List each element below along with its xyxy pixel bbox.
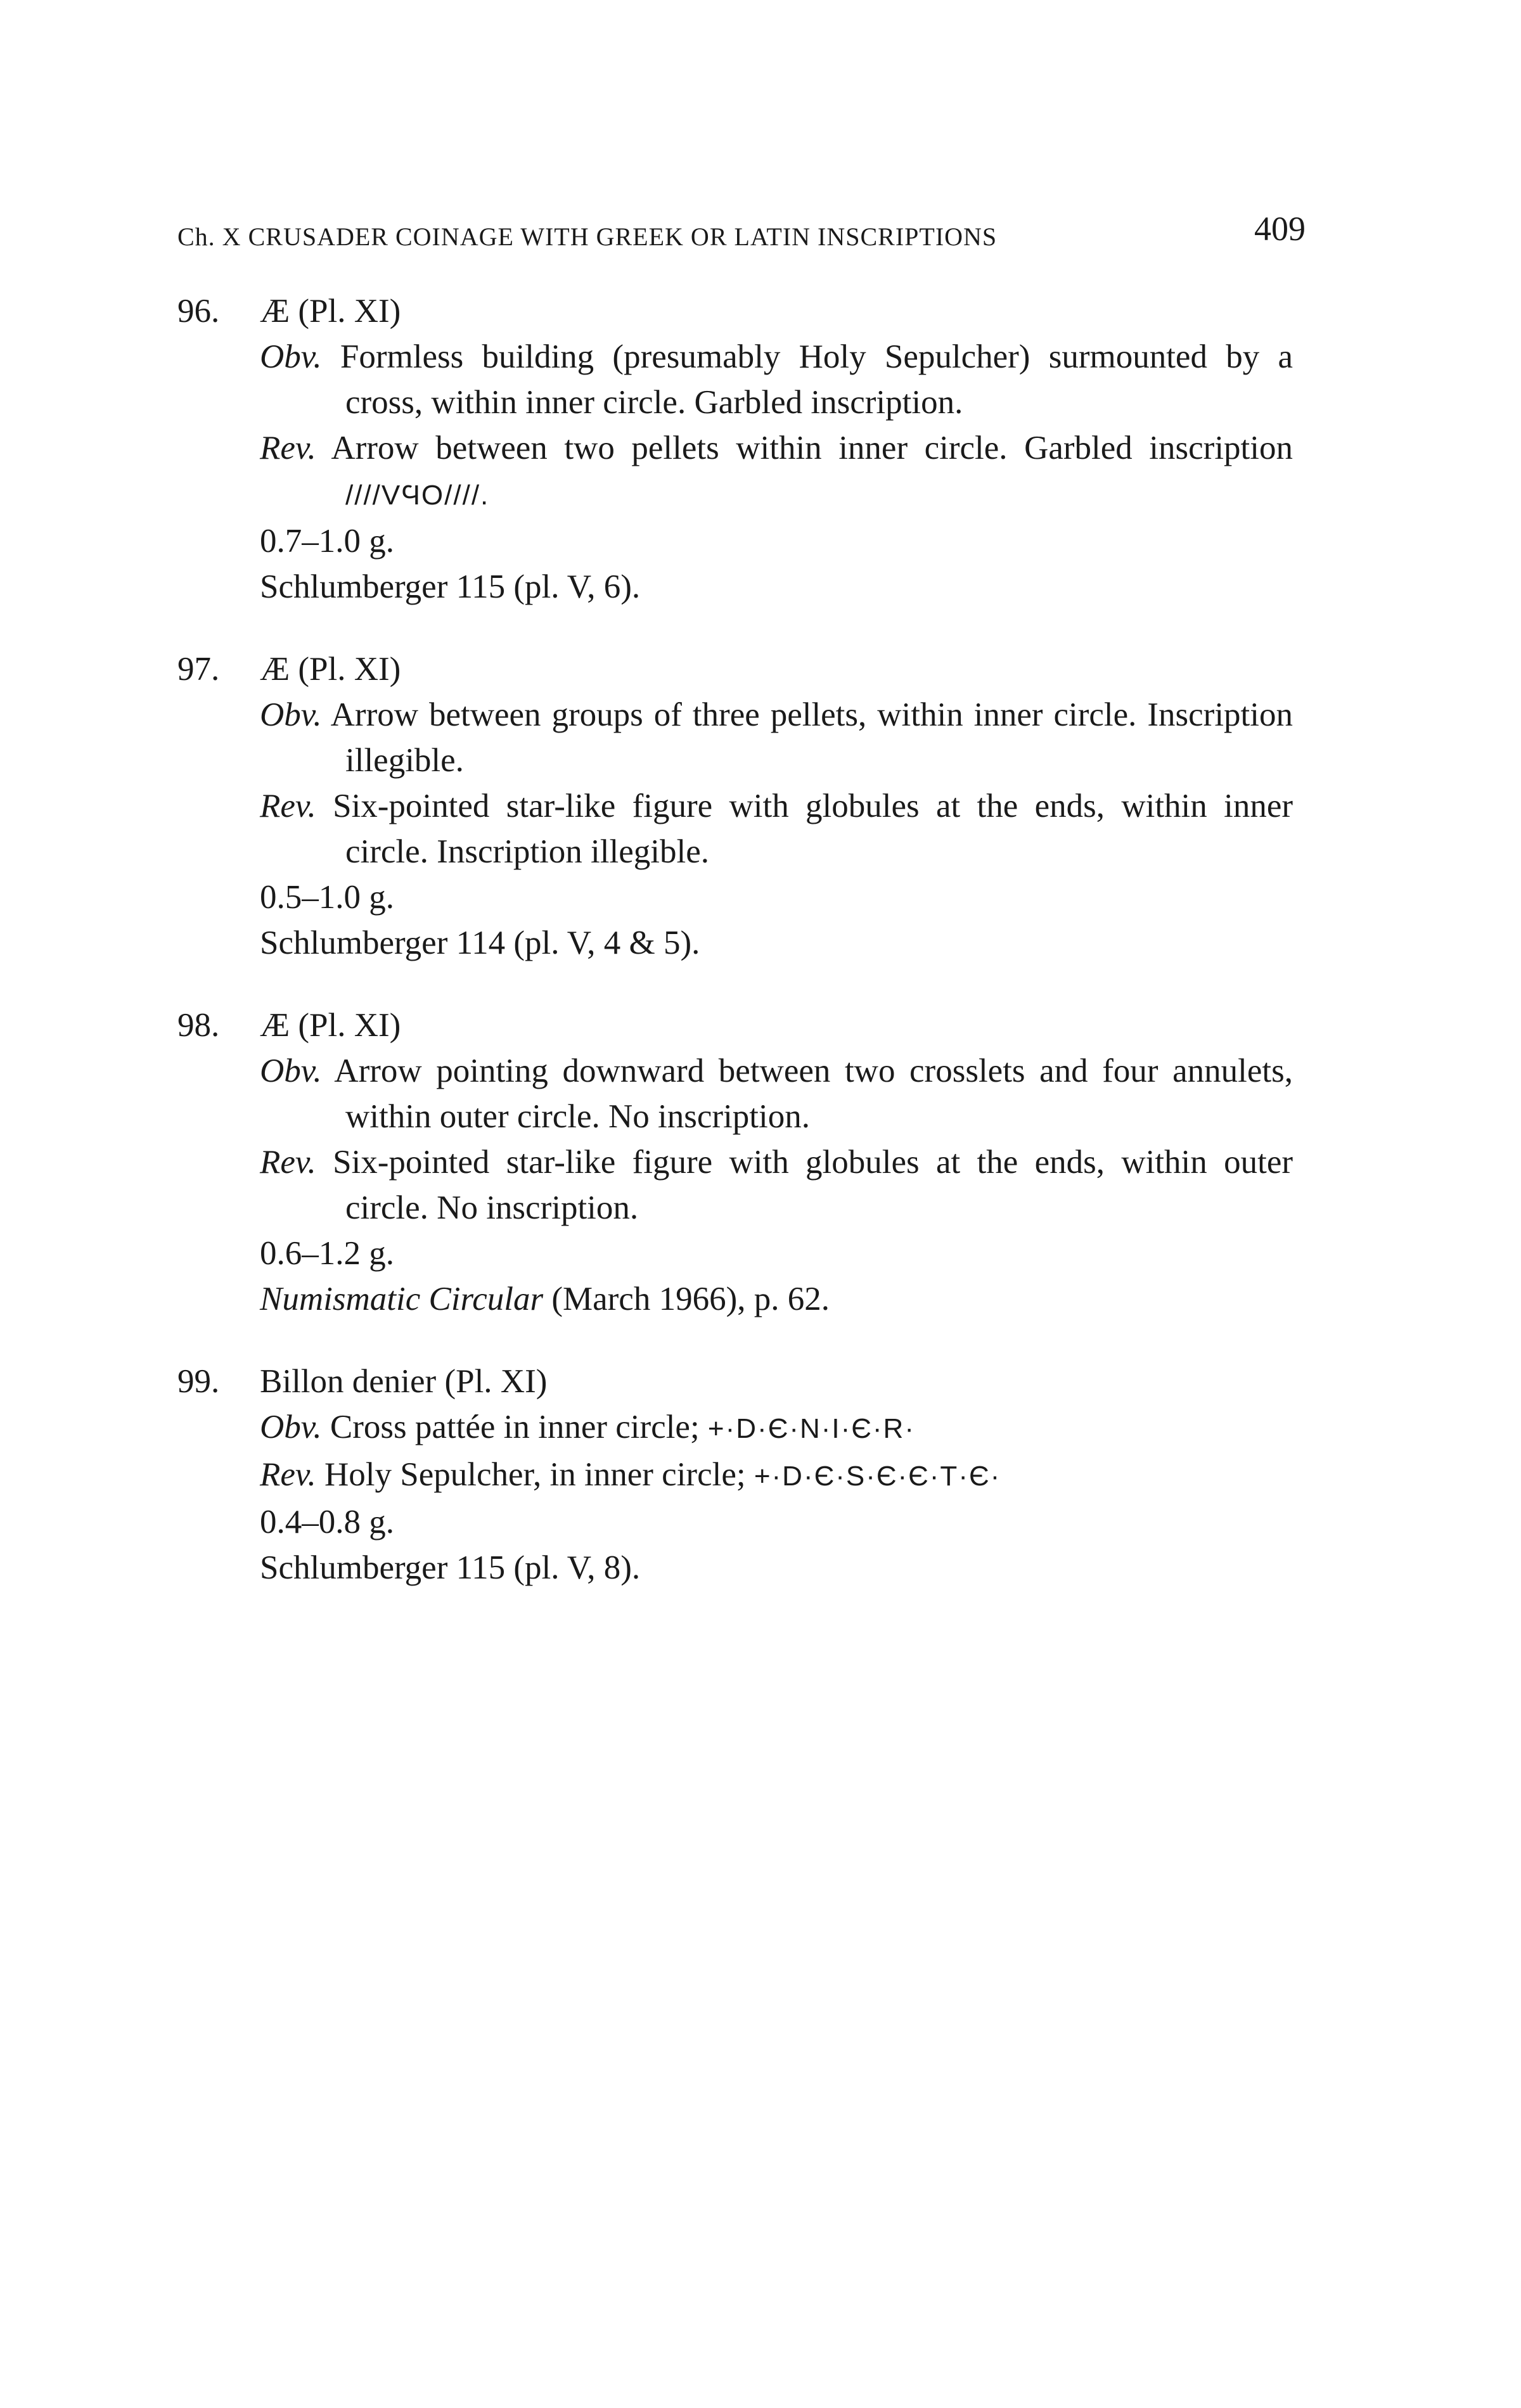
weight: 0.4–0.8 g. <box>260 1504 394 1540</box>
obverse-description <box>260 1404 1293 1452</box>
reverse-text: Holy Sepulcher, in inner circle; <box>324 1456 746 1493</box>
catalogue-entry-98 <box>177 1002 1293 1322</box>
reference: Schlumberger 115 (pl. V, 6). <box>260 568 641 605</box>
reverse-label: Rev. <box>260 1456 316 1493</box>
reverse-label: Rev. <box>260 430 316 466</box>
reverse-description <box>260 1139 1293 1231</box>
reference-detail: (March 1966), p. 62. <box>551 1281 830 1317</box>
entry-number: 97. <box>177 651 220 688</box>
reverse-description <box>260 1452 1293 1499</box>
obverse-description <box>260 692 1293 783</box>
entry-title: Æ (Pl. XI) <box>260 1007 401 1044</box>
chapter-label: Ch. X <box>177 222 241 251</box>
running-title <box>177 222 997 252</box>
obverse-description <box>260 1048 1293 1139</box>
reverse-description <box>260 783 1293 874</box>
reference <box>260 1276 1293 1322</box>
reference: Schlumberger 115 (pl. V, 8). <box>260 1549 641 1586</box>
weight: 0.6–1.2 g. <box>260 1235 394 1272</box>
entry-number: 99. <box>177 1363 220 1400</box>
reverse-text: Arrow between two pellets within inner circle. Garbled inscription <box>331 430 1293 466</box>
entry-number: 98. <box>177 1007 220 1044</box>
entry-heading <box>177 646 1293 692</box>
catalogue-entry-96 <box>177 288 1293 610</box>
chapter-title: CRUSADER COINAGE WITH GREEK OR LATIN INSCRIPTIONS <box>248 222 998 251</box>
entry-heading <box>177 288 1293 334</box>
obverse-text: Arrow between groups of three pellets, within inner circle. Inscription illegible. <box>330 696 1293 779</box>
catalogue-entries <box>177 288 1293 1627</box>
entry-title: Æ (Pl. XI) <box>260 651 401 688</box>
obverse-label: Obv. <box>260 1409 322 1445</box>
reverse-label: Rev. <box>260 788 316 824</box>
obverse-text: Arrow pointing downward between two crosslets and four annulets, within outer circle. No inscription. <box>334 1053 1293 1135</box>
entry-heading <box>177 1359 1293 1404</box>
entry-title: Æ (Pl. XI) <box>260 293 401 330</box>
reverse-text: Six-pointed star-like figure with globules at the ends, within inner circle. Inscription illegible. <box>333 788 1293 870</box>
catalogue-entry-99 <box>177 1359 1293 1591</box>
obverse-text: Cross pattée in inner circle; <box>330 1409 700 1445</box>
page-number: 409 <box>1254 210 1306 248</box>
obverse-text: Formless building (presumably Holy Sepulcher) surmounted by a cross, within inner circle. Garbled inscription. <box>340 338 1293 421</box>
reverse-legend: +·D·Є·S·Є·Є·T·Є· <box>754 1461 1001 1492</box>
weight: 0.5–1.0 g. <box>260 879 394 916</box>
entry-title: Billon denier (Pl. XI) <box>260 1363 548 1400</box>
reverse-label: Rev. <box>260 1144 316 1181</box>
reverse-legend: ////VϤO////. <box>345 480 490 511</box>
catalogue-entry-97 <box>177 646 1293 966</box>
obverse-legend: +·D·Є·N·I·Є·R· <box>707 1413 915 1444</box>
weight: 0.7–1.0 g. <box>260 523 394 560</box>
running-head <box>177 209 1306 253</box>
reference: Schlumberger 114 (pl. V, 4 & 5). <box>260 925 700 961</box>
reverse-text: Six-pointed star-like figure with globules at the ends, within outer circle. No inscription. <box>333 1144 1293 1226</box>
obverse-description <box>260 334 1293 425</box>
obverse-label: Obv. <box>260 696 322 733</box>
entry-number: 96. <box>177 293 220 330</box>
entry-heading <box>177 1002 1293 1048</box>
reverse-description <box>260 425 1293 518</box>
obverse-label: Obv. <box>260 338 322 375</box>
reference-journal: Numismatic Circular <box>260 1281 544 1317</box>
obverse-label: Obv. <box>260 1053 322 1089</box>
